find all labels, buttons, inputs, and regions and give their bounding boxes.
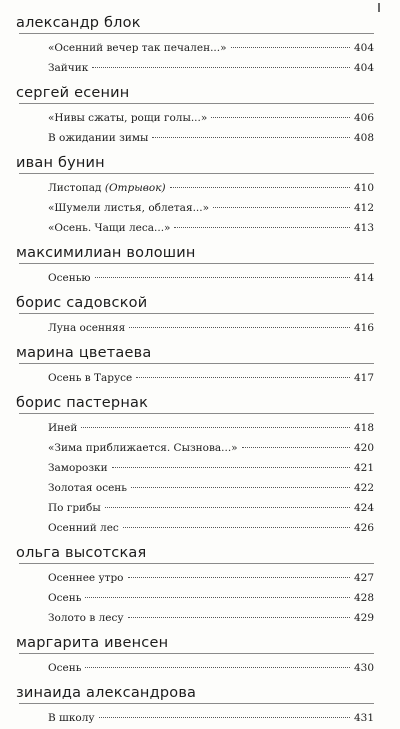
entry-title-text: «Зима приближается. Сызнова...» (48, 442, 238, 454)
entry-title (48, 128, 148, 148)
dot-leader (213, 207, 350, 208)
toc-entry (19, 318, 374, 338)
entry-title-text: Осенний лес (48, 522, 119, 534)
dot-leader (81, 427, 350, 428)
entry-title-note: (Отрывок) (104, 182, 166, 194)
page-number: 430 (353, 662, 374, 674)
entry-title-text: Осенью (48, 272, 91, 284)
entry-title (48, 58, 88, 78)
page-number: 414 (353, 272, 374, 284)
dot-leader (136, 377, 350, 378)
author-heading: сергей есенин (16, 85, 130, 101)
entry-title-text: Золотая осень (48, 482, 128, 494)
page-number: 404 (353, 42, 374, 54)
entry-title (48, 458, 108, 478)
author-section (16, 543, 374, 629)
entry-title-text: «Осенний вечер так печален...» (48, 42, 227, 54)
entry-title (48, 218, 170, 238)
author-section (16, 83, 374, 149)
author-section (16, 343, 374, 389)
entry-list (19, 363, 374, 389)
author-heading: максимилиан волошин (16, 245, 196, 261)
toc-entry (19, 108, 374, 128)
dot-leader (99, 717, 350, 718)
entry-list (19, 563, 374, 629)
dot-leader (85, 597, 350, 598)
dot-leader (231, 47, 350, 48)
entry-title-text: «Шумели листья, облетая...» (48, 202, 210, 214)
entry-title (48, 478, 127, 498)
entry-title-text: Осень (48, 592, 82, 604)
page-number: 426 (353, 522, 374, 534)
page-number: 422 (353, 482, 374, 494)
page-number: 410 (353, 182, 374, 194)
entry-list (19, 263, 374, 289)
entry-list (19, 313, 374, 339)
entry-title (48, 268, 91, 288)
toc-entry (19, 498, 374, 518)
entry-title (48, 318, 125, 338)
page-number: 431 (353, 712, 374, 724)
dot-leader (174, 227, 350, 228)
entry-title (48, 198, 209, 218)
dot-leader (131, 487, 350, 488)
entry-title-text: По грибы (48, 502, 101, 514)
toc-entry (19, 518, 374, 538)
dot-leader (105, 507, 350, 508)
entry-title (48, 658, 81, 678)
toc-entry (19, 128, 374, 148)
dot-leader (128, 577, 350, 578)
toc-entry (19, 58, 374, 78)
toc-entry (19, 368, 374, 388)
entry-title (48, 498, 101, 518)
entry-title (48, 568, 124, 588)
toc-entry (19, 608, 374, 628)
entry-title-text: «Осень. Чащи леса...» (48, 222, 171, 234)
toc-entry (19, 588, 374, 608)
author-heading: зинаида александрова (16, 685, 197, 701)
corner-mark (378, 3, 380, 12)
entry-title-text: Осеннее утро (48, 572, 124, 584)
dot-leader (129, 327, 350, 328)
toc-entry (19, 708, 374, 728)
author-section (16, 633, 374, 679)
entry-title (48, 368, 132, 388)
author-heading: александр блок (16, 15, 141, 31)
toc-entry (19, 658, 374, 678)
page-number: 406 (353, 112, 374, 124)
entry-title (48, 588, 81, 608)
dot-leader (112, 467, 350, 468)
page-number: 424 (353, 502, 374, 514)
toc-entry (19, 568, 374, 588)
toc-entry (19, 458, 374, 478)
entry-title-text: В школу (48, 712, 95, 724)
entry-title-text: Заморозки (48, 462, 108, 474)
author-section (16, 153, 374, 239)
entry-list (19, 653, 374, 679)
dot-leader (128, 617, 350, 618)
entry-title-text: Листопад (48, 182, 102, 194)
author-section (16, 13, 374, 79)
author-section (16, 293, 374, 339)
table-of-contents (16, 13, 374, 729)
entry-title (48, 518, 119, 538)
entry-title (48, 708, 95, 728)
entry-title-text: Зайчик (48, 62, 89, 74)
dot-leader (85, 667, 350, 668)
author-heading: ольга высотская (16, 545, 147, 561)
page-number: 428 (353, 592, 374, 604)
author-heading: маргарита ивенсен (16, 635, 169, 651)
page-number: 420 (353, 442, 374, 454)
entry-title-text: Луна осенняя (48, 322, 126, 334)
entry-title (48, 418, 77, 438)
dot-leader (123, 527, 350, 528)
entry-title (48, 438, 238, 458)
toc-entry (19, 438, 374, 458)
toc-entry (19, 268, 374, 288)
entry-list (19, 103, 374, 149)
entry-title (48, 178, 166, 198)
author-heading: борис пастернак (16, 395, 149, 411)
page-number: 429 (353, 612, 374, 624)
page-number: 404 (353, 62, 374, 74)
entry-list (19, 173, 374, 239)
entry-title-text: Иней (48, 422, 78, 434)
page-number: 412 (353, 202, 374, 214)
entry-title (48, 608, 124, 628)
page-number: 413 (353, 222, 374, 234)
page-number: 418 (353, 422, 374, 434)
toc-entry (19, 198, 374, 218)
page-number: 417 (353, 372, 374, 384)
page-number: 416 (353, 322, 374, 334)
dot-leader (242, 447, 350, 448)
entry-title-text: Золото в лесу (48, 612, 124, 624)
author-heading: борис садовской (16, 295, 148, 311)
entry-title (48, 108, 207, 128)
dot-leader (95, 277, 350, 278)
entry-title (48, 38, 227, 58)
entry-list (19, 413, 374, 539)
toc-entry (19, 38, 374, 58)
dot-leader (211, 117, 350, 118)
author-heading: иван бунин (16, 155, 105, 171)
entry-list (19, 703, 374, 729)
author-heading: марина цветаева (16, 345, 152, 361)
entry-title-text: «Нивы сжаты, рощи голы...» (48, 112, 208, 124)
entry-title-text: Осень (48, 662, 82, 674)
page-number: 408 (353, 132, 374, 144)
toc-entry (19, 218, 374, 238)
author-section (16, 393, 374, 539)
dot-leader (152, 137, 350, 138)
entry-list (19, 33, 374, 79)
page-number: 427 (353, 572, 374, 584)
entry-title-text: В ожидании зимы (48, 132, 149, 144)
dot-leader (92, 67, 350, 68)
toc-entry (19, 418, 374, 438)
author-section (16, 683, 374, 729)
dot-leader (170, 187, 350, 188)
author-section (16, 243, 374, 289)
entry-title-text: Осень в Тарусе (48, 372, 133, 384)
toc-entry (19, 478, 374, 498)
toc-entry (19, 178, 374, 198)
page-number: 421 (353, 462, 374, 474)
